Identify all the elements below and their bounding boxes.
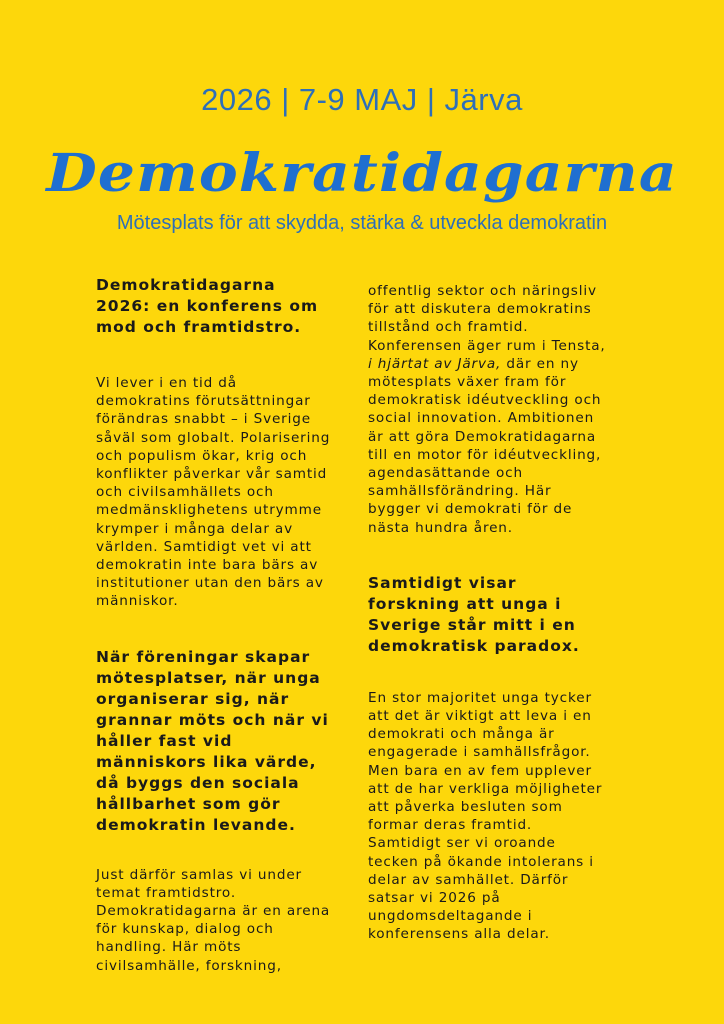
venue-text-end: där en ny mötesplats växer fram för demokratisk idéutveckling och social innovation. Ambitionen är att göra Demokratidagarna till en motor för idéutveckling, agendasättande och samhällsförändring. bbox=[368, 355, 602, 500]
event-date-location: 2026 | 7-9 MAJ | Järva bbox=[201, 82, 523, 117]
right-column bbox=[368, 282, 606, 944]
demokratidagarna-logo: Demokratidagarna bbox=[46, 143, 678, 204]
heading-social-sustainability: När föreningar skapar mötesplatser, när unga organiserar sig, när grannar möts och när vi håller fast vid människors lika värde, då byggs den sociala hållbarhet som gör demokratin levande. bbox=[96, 647, 329, 834]
heading-democratic-paradox: Samtidigt visar forskning att unga i Sverige står mitt i en demokratisk paradox. bbox=[368, 573, 580, 655]
paragraph-theme-framtidstro: Just därför samlas vi under temat framtidstro. Demokratidagarna är en arena för kunskap, dialog och handling. Här möts civilsamhälle, forskning, bbox=[96, 866, 331, 974]
paragraph-youth-participation: En stor majoritet unga tycker att det är viktigt att leva i en demokrati och många är engagerade i samhällsfrågor. Men bara en av fem upplever att de har verkliga möjligheter att påverka besluten som formar deras framtid. Samtidigt ser vi oroande tecken på ökande intolerans i delar av samhället. Därför satsar vi 2026 på ungdomsdeltagande i konferensens alla delar. bbox=[368, 689, 603, 943]
venue-text-last: Här bygger vi demokrati för de nästa hundra åren. bbox=[368, 483, 573, 536]
venue-text-start: offentlig sektor och näringsliv för att diskutera demokratins tillstånd och framtid. Konferensen äger rum i Tensta, bbox=[368, 283, 606, 354]
venue-emphasis: i hjärtat av Järva, bbox=[368, 355, 502, 372]
left-column bbox=[96, 275, 334, 975]
heading-conference-intro: Demokratidagarna 2026: en konferens om mod och framtidstro. bbox=[96, 276, 319, 336]
paragraph-democracy-context: Vi lever i en tid då demokratins förutsättningar förändras snabbt – i Sverige såväl som globalt. Polarisering och populism ökar, krig och konflikter påverkar vår samtid och civilsamhällets och medmänsklighetens utrymme krymper i många delar av världen. Samtidigt vet vi att demokratin inte bara bärs av institutioner utan den bärs av människor. bbox=[96, 375, 331, 610]
paragraph-conference-venue bbox=[368, 282, 606, 537]
tagline: Mötesplats för att skydda, stärka & utveckla demokratin bbox=[116, 212, 608, 234]
